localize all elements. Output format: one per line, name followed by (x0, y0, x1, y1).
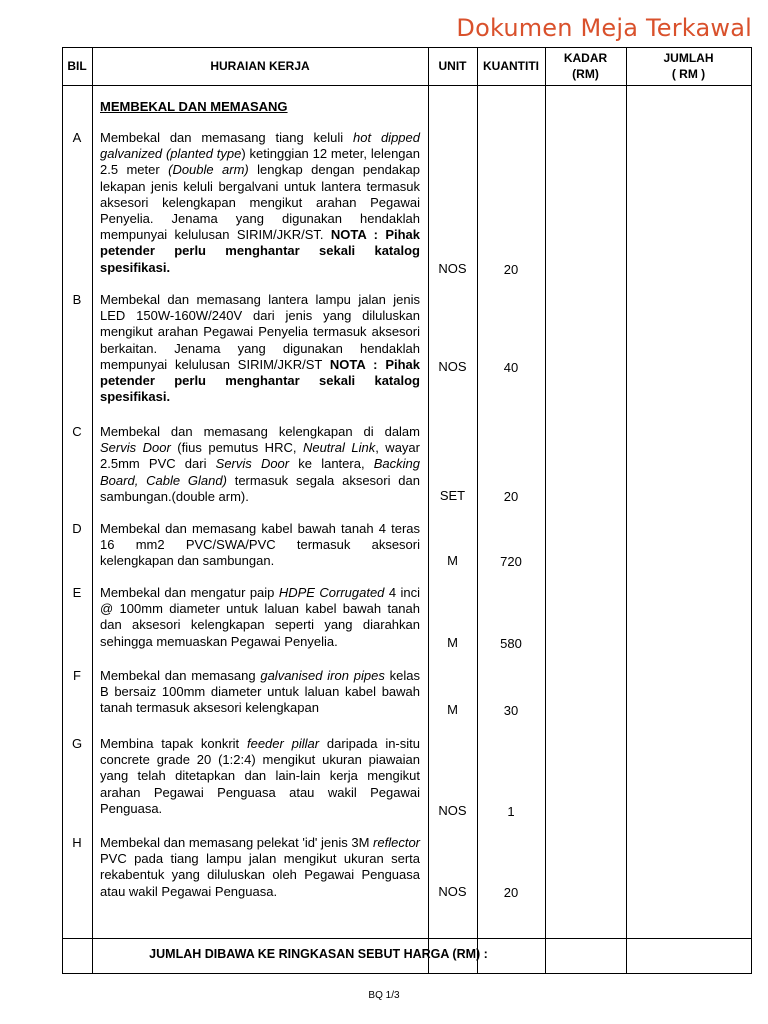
item-description-h: Membekal dan memasang pelekat 'id' jenis 3M reflector PVC pada tiang lampu jalan mengikut ukuran serta rekabentuk yang diluluskan oleh Pegawai Penguasa atau wakil Pegawai Penguasa. (100, 835, 421, 899)
item-quantity-g: 1 (507, 804, 515, 819)
item-quantity-a: 20 (503, 262, 519, 277)
item-quantity-b: 40 (503, 360, 519, 375)
item-bil-e: E (72, 585, 82, 600)
item-quantity-e: 580 (500, 636, 522, 651)
item-unit-e: M (447, 635, 458, 650)
item-quantity-h: 20 (503, 885, 519, 900)
table-border-right (751, 47, 752, 974)
total-row-divider (62, 938, 752, 939)
item-description-f: Membekal dan memasang galvanised iron pipes kelas B bersaiz 100mm diameter untuk laluan kabel bawah tanah termasuk aksesori kelengkapan (100, 668, 420, 716)
item-bil-d: D (72, 521, 82, 536)
header-jumlah-line1: JUMLAH (663, 51, 714, 65)
item-description-d: Membekal dan memasang kabel bawah tanah 4 teras 16 mm2 PVC/SWA/PVC termasuk aksesori kelengkapan dan sambungan. (100, 521, 420, 569)
column-divider-bil (92, 47, 93, 974)
item-bil-a: A (72, 130, 82, 145)
item-bil-c: C (72, 424, 82, 439)
item-unit-c: SET (439, 488, 466, 503)
column-divider-kadar (626, 47, 627, 974)
item-bil-g: G (71, 736, 83, 751)
header-jumlah-line2: ( RM ) (671, 67, 706, 81)
table-border-top (62, 47, 752, 48)
header-divider (62, 85, 752, 86)
item-quantity-f: 30 (503, 703, 519, 718)
total-label: JUMLAH DIBAWA KE RINGKASAN SEBUT HARGA (RM) : (149, 947, 488, 961)
item-bil-h: H (72, 835, 82, 850)
item-unit-f: M (447, 702, 458, 717)
header-kuantiti: KUANTITI (483, 59, 539, 73)
section-title: MEMBEKAL DAN MEMASANG (100, 99, 288, 114)
item-bil-b: B (72, 292, 82, 307)
column-divider-unit (477, 47, 478, 974)
watermark-label: Dokumen Meja Terkawal (456, 14, 752, 42)
header-unit: UNIT (438, 59, 467, 73)
item-quantity-c: 20 (503, 489, 519, 504)
item-unit-g: NOS (438, 803, 467, 818)
item-description-b: Membekal dan memasang lantera lampu jalan jenis LED 150W-160W/240V dari jenis yang diluluskan mengikut arahan Pegawai Penyelia termasuk aksesori berkaitan. Jenama yang digunakan hendaklah mempunyai kelulusan SIRIM/JKR/ST NOTA : Pihak petender perlu menghantar sekali katalog spesifikasi. (100, 292, 420, 405)
column-divider-kuantiti (545, 47, 546, 974)
header-bil: BIL (67, 59, 87, 73)
item-unit-h: NOS (438, 884, 467, 899)
item-description-c: Membekal dan memasang kelengkapan di dalam Servis Door (fius pemutus HRC, Neutral Link, wayar 2.5mm PVC dari Servis Door ke lantera, Backing Board, Cable Gland) termasuk segala aksesori dan sambungan.(double arm). (100, 424, 420, 504)
header-huraian-kerja: HURAIAN KERJA (210, 59, 310, 73)
item-unit-b: NOS (438, 359, 467, 374)
table-border-bottom (62, 973, 752, 974)
header-jumlah (626, 50, 751, 82)
item-unit-d: M (447, 553, 458, 568)
item-description-a: Membekal dan memasang tiang keluli hot dipped galvanized (planted type) ketinggian 12 meter, lelengan 2.5 meter (Double arm) lengkap dengan pendakap lekapan jenis keluli bergalvani untuk lantera termasuk aksesori kelengkapan mengikut arahan Pegawai Penyelia. Jenama yang digunakan hendaklah mempunyai kelulusan SIRIM/JKR/ST. NOTA : Pihak petender perlu menghantar sekali katalog spesifikasi. (100, 130, 421, 275)
item-quantity-d: 720 (500, 554, 522, 569)
header-kadar-line2: (RM) (572, 67, 599, 81)
header-kadar (545, 50, 626, 82)
column-divider-huraian (428, 47, 429, 974)
item-description-e: Membekal dan mengatur paip HDPE Corrugated 4 inci @ 100mm diameter untuk laluan kabel bawah tanah dan aksesori kelengkapan seperti yang diarahkan sehingga memuaskan Pegawai Penyelia. (100, 585, 420, 649)
item-unit-a: NOS (438, 261, 467, 276)
bill-of-quantities-table (62, 47, 752, 974)
item-description-g: Membina tapak konkrit feeder pillar daripada in-situ concrete grade 20 (1:2:4) mengikut ukuran piawaian yang telah ditetapkan dan lain-lain kerja mengikut arahan Pegawai Penguasa atau wakil Pegawai Penguasa. (100, 736, 420, 816)
item-bil-f: F (73, 668, 81, 683)
header-kadar-line1: KADAR (563, 51, 608, 65)
page-footer: BQ 1/3 (368, 990, 400, 1001)
